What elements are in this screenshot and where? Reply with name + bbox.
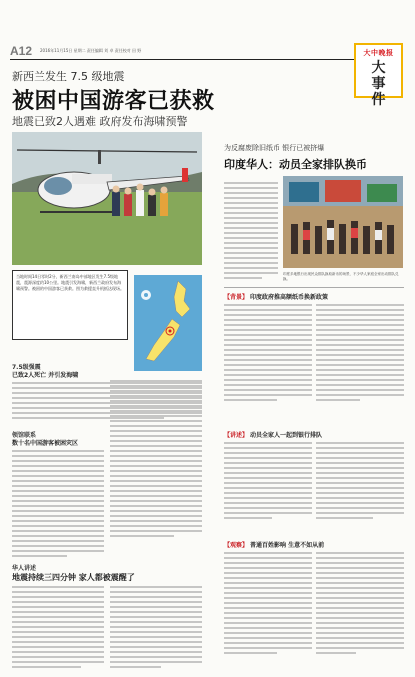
newspaper-logo: 大中晚报 [363,48,394,57]
tag-observation-text: 普通百姓影响 生意不如从前 [250,542,325,549]
masthead-info: 2016年11月15日 星期二 责任编辑 刘 卓 责任校对 田 野 [40,48,142,53]
narration-body-left [224,442,312,522]
section-2-body-right [110,380,202,540]
tag-background-text: 印度政府推高额纸币换新政策 [250,294,329,301]
helicopter-rescue-photo [12,132,202,265]
page-number: A12 [10,44,33,58]
divider [224,287,404,288]
observation-body-right [316,552,404,657]
section-brand-box [354,43,403,108]
section-1-subhead: 已致2人死亡 并引发海啸 [12,372,79,379]
tag-background [224,292,328,301]
tag-narration-label: 【讲述】 [224,432,249,439]
background-body-left [224,304,312,404]
tag-background-label: 【背景】 [224,294,249,301]
section-1-label: 7.5级强震 [12,364,41,371]
right-kicker: 为反腐废除旧纸币 银行已被挤爆 [224,144,325,152]
section-2-subhead: 数十名中国游客被困灾区 [12,440,79,447]
section-3-label: 华人讲述 [12,565,37,572]
main-subhead: 地震已致2人遇难 政府发布海啸预警 [12,115,188,128]
photo-caption-text: 当地时间14日零时2分，新西兰南岛中部地区发生7.5级地震，震源深度约10公里。地震引发海啸，新西兰政府发布海啸预警。被困的中国游客已获救。图为救援直升机抵达现场。 [16,274,124,291]
section-3-body-left [12,586,104,671]
bank-queue-photo [283,176,403,268]
tag-narration-text: 动员全家人一起到银行排队 [250,432,323,439]
main-headline: 被困中国游客已获救 [12,89,215,114]
photo-caption-box [12,270,128,340]
right-headline: 印度华人：动员全家排队换币 [224,158,367,171]
new-zealand-map [134,275,202,371]
tag-observation-label: 【观察】 [224,542,249,549]
main-kicker: 新西兰发生 7.5 级地震 [12,70,125,83]
background-body-right [316,304,404,404]
section-3-subhead: 地震持续三四分钟 家人都被震醒了 [12,573,135,582]
section-title [356,60,401,108]
bank-photo-caption: 印度多地银行出现民众排队换取新币的场景，不少华人家庭全家出动排队兑换。 [283,272,399,281]
narration-body-right [316,442,404,522]
section-3-body-right [110,586,202,671]
section-2-label: 领馆联系 [12,432,37,439]
masthead [10,44,355,60]
observation-body-left [224,552,312,657]
tag-observation [224,540,324,549]
right-intro-body [224,182,278,282]
section-2-body-left [12,450,104,560]
tag-narration [224,430,322,439]
section-title-text: 大事件 [371,60,386,108]
